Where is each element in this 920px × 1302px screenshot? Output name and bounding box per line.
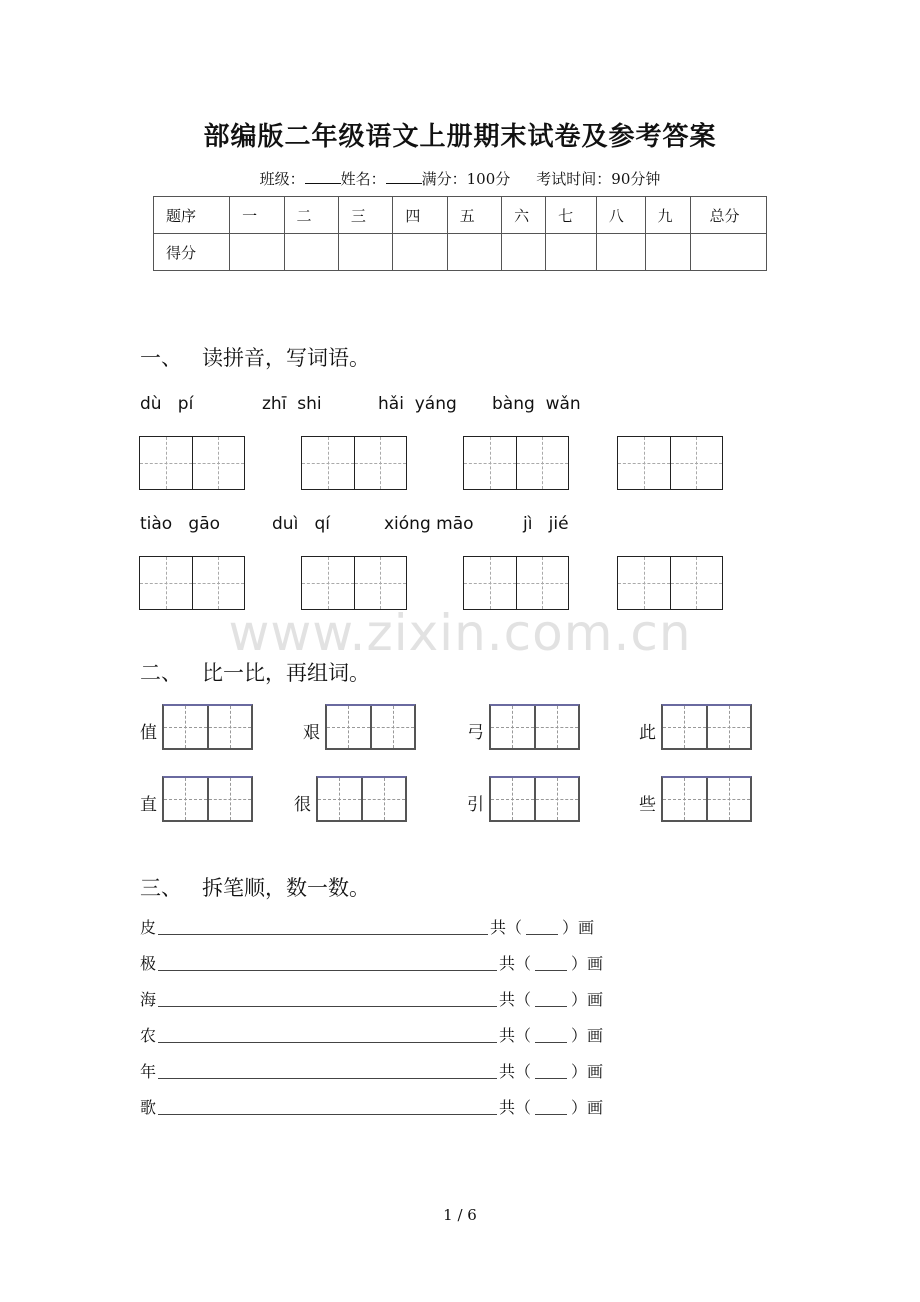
score-cell[interactable] <box>284 234 338 271</box>
stroke-char: 海 <box>140 990 157 1009</box>
score-cell[interactable] <box>230 234 284 271</box>
section3-heading <box>140 872 370 902</box>
score-cell[interactable] <box>691 234 767 271</box>
tianzi-grid[interactable] <box>301 556 407 610</box>
stroke-row <box>140 952 603 974</box>
stroke-order-line[interactable] <box>158 920 488 935</box>
header-cell: 四 <box>393 197 447 234</box>
header-cell: 题序 <box>154 197 230 234</box>
hua-label: ）画 <box>571 954 604 973</box>
section2-heading <box>140 657 370 687</box>
word-grid[interactable] <box>316 776 407 822</box>
stroke-char: 歌 <box>140 1098 157 1117</box>
tianzi-grid[interactable] <box>139 436 245 490</box>
stroke-char: 皮 <box>140 918 157 937</box>
stroke-char: 农 <box>140 1026 157 1045</box>
compare-char: 此 <box>639 723 656 743</box>
section2-number: 二、 <box>140 661 182 685</box>
header-cell: 总分 <box>691 197 767 234</box>
stroke-order-line[interactable] <box>158 992 497 1007</box>
stroke-row <box>140 988 603 1010</box>
stroke-order-line[interactable] <box>158 1064 497 1079</box>
section2-title: 比一比，再组词。 <box>202 661 370 685</box>
stroke-count-blank[interactable] <box>526 922 558 935</box>
score-cell[interactable] <box>393 234 447 271</box>
score-table-header-row <box>154 197 767 234</box>
gong-label: 共（ <box>499 1026 532 1045</box>
score-row-label: 得分 <box>154 234 230 271</box>
gong-label: 共（ <box>499 1098 532 1117</box>
pinyin-label: tiào gāo <box>140 514 221 534</box>
exam-info <box>0 168 920 189</box>
stroke-char: 年 <box>140 1062 157 1081</box>
header-cell: 三 <box>338 197 392 234</box>
pinyin-label: hǎi yáng <box>378 394 457 414</box>
compare-char: 很 <box>294 795 311 815</box>
pinyin-label: jì jié <box>523 514 569 534</box>
word-grid[interactable] <box>325 704 416 750</box>
stroke-order-line[interactable] <box>158 1100 497 1115</box>
pinyin-label: bàng wǎn <box>492 394 581 414</box>
stroke-row <box>140 916 594 938</box>
pinyin-label: xióng māo <box>384 514 474 534</box>
class-blank[interactable] <box>305 171 341 184</box>
word-grid[interactable] <box>661 776 752 822</box>
section1-heading <box>140 342 370 372</box>
compare-char: 直 <box>140 795 157 815</box>
score-cell[interactable] <box>596 234 645 271</box>
pinyin-label: duì qí <box>272 514 331 534</box>
header-cell: 九 <box>645 197 691 234</box>
tianzi-grid[interactable] <box>301 436 407 490</box>
section3-number: 三、 <box>140 876 182 900</box>
hua-label: ）画 <box>562 918 595 937</box>
hua-label: ）画 <box>571 1062 604 1081</box>
header-cell: 七 <box>546 197 597 234</box>
name-label: 姓名： <box>340 170 386 188</box>
tianzi-grid[interactable] <box>617 556 723 610</box>
gong-label: 共（ <box>499 1062 532 1081</box>
header-cell: 五 <box>447 197 501 234</box>
hua-label: ）画 <box>571 1098 604 1117</box>
stroke-count-blank[interactable] <box>535 958 567 971</box>
word-grid[interactable] <box>162 704 253 750</box>
score-cell[interactable] <box>645 234 691 271</box>
stroke-row <box>140 1096 603 1118</box>
page-number: 1 / 6 <box>443 1206 477 1224</box>
tianzi-grid[interactable] <box>139 556 245 610</box>
section1-number: 一、 <box>140 346 182 370</box>
word-grid[interactable] <box>489 704 580 750</box>
name-blank[interactable] <box>386 171 422 184</box>
compare-char: 些 <box>639 795 656 815</box>
score-table <box>153 196 767 271</box>
section1-title: 读拼音，写词语。 <box>202 346 370 370</box>
compare-char: 艰 <box>303 723 320 743</box>
stroke-count-blank[interactable] <box>535 1102 567 1115</box>
stroke-count-blank[interactable] <box>535 1066 567 1079</box>
compare-char: 弓 <box>467 723 484 743</box>
pinyin-label: dù pí <box>140 394 194 414</box>
stroke-row <box>140 1060 603 1082</box>
header-cell: 二 <box>284 197 338 234</box>
score-cell[interactable] <box>447 234 501 271</box>
gong-label: 共（ <box>499 954 532 973</box>
compare-char: 引 <box>467 795 484 815</box>
score-cell[interactable] <box>338 234 392 271</box>
exam-time: 考试时间：90分钟 <box>536 170 661 188</box>
header-cell: 一 <box>230 197 284 234</box>
watermark: www.zixin.com.cn <box>228 604 692 662</box>
hua-label: ）画 <box>571 990 604 1009</box>
word-grid[interactable] <box>162 776 253 822</box>
class-label: 班级： <box>259 170 305 188</box>
tianzi-grid[interactable] <box>463 436 569 490</box>
score-table-score-row <box>154 234 767 271</box>
tianzi-grid[interactable] <box>463 556 569 610</box>
score-cell[interactable] <box>546 234 597 271</box>
full-score: 满分：100分 <box>421 170 511 188</box>
gong-label: 共（ <box>499 990 532 1009</box>
stroke-row <box>140 1024 603 1046</box>
score-cell[interactable] <box>502 234 546 271</box>
compare-char: 值 <box>140 723 157 743</box>
pinyin-label: zhī shi <box>262 394 322 414</box>
tianzi-grid[interactable] <box>617 436 723 490</box>
word-grid[interactable] <box>661 704 752 750</box>
gong-label: 共（ <box>490 918 523 937</box>
stroke-count-blank[interactable] <box>535 994 567 1007</box>
stroke-count-blank[interactable] <box>535 1030 567 1043</box>
section3-title: 拆笔顺，数一数。 <box>202 876 370 900</box>
header-cell: 六 <box>502 197 546 234</box>
exam-title: 部编版二年级语文上册期末试卷及参考答案 <box>203 122 717 152</box>
stroke-order-line[interactable] <box>158 1028 497 1043</box>
hua-label: ）画 <box>571 1026 604 1045</box>
header-cell: 八 <box>596 197 645 234</box>
stroke-char: 极 <box>140 954 157 973</box>
stroke-order-line[interactable] <box>158 956 497 971</box>
word-grid[interactable] <box>489 776 580 822</box>
